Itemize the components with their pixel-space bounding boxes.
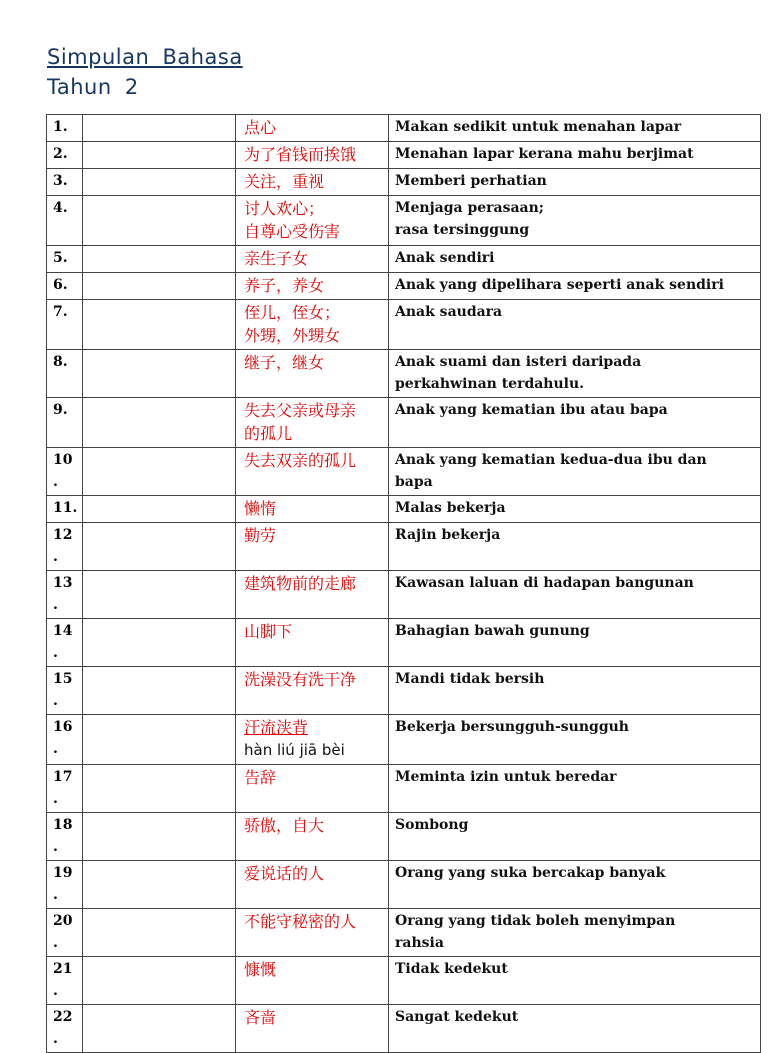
chinese-term (236, 196, 389, 246)
chinese-term (236, 861, 389, 909)
table-row (47, 246, 761, 273)
row-number-part: 7. (53, 304, 68, 320)
malay-meaning-line: rasa tersinggung (395, 222, 530, 238)
chinese-term-line: 吝啬 (244, 1008, 277, 1027)
row-number (47, 448, 83, 496)
blank-cell (83, 909, 236, 957)
row-number-part: 10 (53, 452, 73, 468)
chinese-term (236, 398, 389, 448)
row-number-part: . (53, 1031, 58, 1047)
row-number-part: 2. (53, 146, 68, 162)
row-number (47, 909, 83, 957)
malay-meaning-line: Menahan lapar kerana mahu berjimat (395, 146, 694, 162)
chinese-term (236, 813, 389, 861)
blank-cell (83, 1005, 236, 1053)
chinese-term-line: 失去双亲的孤儿 (244, 451, 357, 470)
chinese-term-line: 养子，养女 (244, 276, 325, 295)
malay-meaning (389, 619, 761, 667)
table-row (47, 142, 761, 169)
chinese-term (236, 1005, 389, 1053)
chinese-term-line: 自尊心受伤害 (244, 222, 341, 241)
blank-cell (83, 300, 236, 350)
blank-cell (83, 169, 236, 196)
blank-cell (83, 350, 236, 398)
chinese-term-line: 建筑物前的走廊 (244, 574, 357, 593)
row-number-part: 1. (53, 119, 68, 135)
blank-cell (83, 496, 236, 523)
blank-cell (83, 765, 236, 813)
chinese-term (236, 667, 389, 715)
chinese-term-line: 侄儿，侄女； (244, 303, 341, 322)
row-number (47, 715, 83, 765)
row-number (47, 667, 83, 715)
table-row (47, 1005, 761, 1053)
row-number-part: . (53, 983, 58, 999)
chinese-term (236, 765, 389, 813)
row-number-part: 6. (53, 277, 68, 293)
row-number-part: 17 (53, 769, 73, 785)
chinese-term (236, 273, 389, 300)
malay-meaning (389, 196, 761, 246)
chinese-term (236, 350, 389, 398)
row-number-part: 8. (53, 354, 68, 370)
blank-cell (83, 571, 236, 619)
title-line-1: Simpulan Bahasa (47, 45, 243, 69)
malay-meaning (389, 273, 761, 300)
chinese-term-line: 勤劳 (244, 526, 277, 545)
table-row (47, 619, 761, 667)
row-number (47, 300, 83, 350)
malay-meaning (389, 813, 761, 861)
chinese-term-line: 慷慨 (244, 960, 277, 979)
malay-meaning-line: Orang yang tidak boleh menyimpan (395, 913, 676, 929)
malay-meaning-line: Mandi tidak bersih (395, 671, 545, 687)
row-number (47, 196, 83, 246)
malay-meaning-line: Anak sendiri (395, 250, 495, 266)
malay-meaning-line: Bahagian bawah gunung (395, 623, 590, 639)
row-number-part: . (53, 645, 58, 661)
malay-meaning (389, 496, 761, 523)
malay-meaning (389, 957, 761, 1005)
row-number-part: 15 (53, 671, 73, 687)
malay-meaning (389, 300, 761, 350)
blank-cell (83, 246, 236, 273)
table-row (47, 667, 761, 715)
chinese-term-line: 讨人欢心； (244, 199, 325, 218)
row-number-part: 21 (53, 961, 73, 977)
chinese-term-line: 为了省钱而挨饿 (244, 145, 357, 164)
malay-meaning-line: Anak yang dipelihara seperti anak sendiri (395, 277, 724, 293)
row-number (47, 619, 83, 667)
row-number-part: 22 (53, 1009, 73, 1025)
pinyin: hàn liú jiā bèi (244, 741, 345, 759)
table-row (47, 115, 761, 142)
row-number-part: 9. (53, 402, 68, 418)
row-number-part: 16 (53, 719, 73, 735)
table-row (47, 196, 761, 246)
chinese-term (236, 496, 389, 523)
chinese-term-line: 失去父亲或母亲 (244, 401, 357, 420)
malay-meaning-line: Anak suami dan isteri daripada (395, 354, 642, 370)
blank-cell (83, 142, 236, 169)
chinese-term-line: 骄傲，自大 (244, 816, 325, 835)
blank-cell (83, 619, 236, 667)
chinese-term (236, 142, 389, 169)
chinese-term-line: 洗澡没有洗干净 (244, 670, 357, 689)
chinese-term-line: 爱说话的人 (244, 864, 325, 883)
malay-meaning-line: Rajin bekerja (395, 527, 501, 543)
table-row (47, 909, 761, 957)
malay-meaning (389, 523, 761, 571)
row-number (47, 523, 83, 571)
malay-meaning (389, 715, 761, 765)
malay-meaning (389, 765, 761, 813)
chinese-term (236, 300, 389, 350)
chinese-term-line: 山脚下 (244, 622, 293, 641)
malay-meaning (389, 142, 761, 169)
row-number-part: . (53, 839, 58, 855)
blank-cell (83, 813, 236, 861)
malay-meaning (389, 909, 761, 957)
row-number-part: . (53, 474, 58, 490)
row-number-part: 19 (53, 865, 73, 881)
chinese-term (236, 619, 389, 667)
row-number-part: . (53, 791, 58, 807)
table-row (47, 957, 761, 1005)
blank-cell (83, 715, 236, 765)
row-number (47, 496, 83, 523)
blank-cell (83, 957, 236, 1005)
row-number (47, 765, 83, 813)
row-number (47, 957, 83, 1005)
row-number (47, 571, 83, 619)
row-number-part: 12 (53, 527, 73, 543)
table-row (47, 398, 761, 448)
chinese-term-line: 懒惰 (244, 499, 277, 518)
blank-cell (83, 273, 236, 300)
malay-meaning (389, 398, 761, 448)
table-row (47, 273, 761, 300)
malay-meaning-line: Memberi perhatian (395, 173, 547, 189)
row-number (47, 169, 83, 196)
row-number-part: . (53, 597, 58, 613)
row-number (47, 246, 83, 273)
row-number-part: . (53, 549, 58, 565)
malay-meaning-line: Menjaga perasaan; (395, 200, 544, 216)
table-row (47, 169, 761, 196)
chinese-term (236, 523, 389, 571)
malay-meaning-line: Bekerja bersungguh-sungguh (395, 719, 629, 735)
malay-meaning (389, 667, 761, 715)
document-title (47, 42, 243, 102)
malay-meaning (389, 115, 761, 142)
malay-meaning-line: Anak saudara (395, 304, 503, 320)
table-row (47, 715, 761, 765)
malay-meaning-line: Sangat kedekut (395, 1009, 519, 1025)
malay-meaning-line: Orang yang suka bercakap banyak (395, 865, 666, 881)
row-number-part: 14 (53, 623, 73, 639)
malay-meaning-line: bapa (395, 474, 433, 490)
table-row (47, 300, 761, 350)
row-number-part: 11. (53, 500, 78, 516)
blank-cell (83, 523, 236, 571)
malay-meaning-line: Makan sedikit untuk menahan lapar (395, 119, 682, 135)
malay-meaning-line: Malas bekerja (395, 500, 506, 516)
table-row (47, 861, 761, 909)
chinese-term (236, 246, 389, 273)
vocabulary-table (46, 114, 761, 1053)
row-number-part: 20 (53, 913, 73, 929)
row-number (47, 1005, 83, 1053)
row-number (47, 861, 83, 909)
chinese-term (236, 957, 389, 1005)
chinese-term-line: 不能守秘密的人 (244, 912, 357, 931)
row-number (47, 813, 83, 861)
blank-cell (83, 861, 236, 909)
row-number (47, 398, 83, 448)
table-row (47, 496, 761, 523)
table-row (47, 350, 761, 398)
malay-meaning (389, 571, 761, 619)
chinese-term (236, 115, 389, 142)
row-number-part: 4. (53, 200, 68, 216)
chinese-term-line: 点心 (244, 118, 277, 137)
malay-meaning-line: Anak yang kematian kedua-dua ibu dan (395, 452, 707, 468)
malay-meaning-line: Meminta izin untuk beredar (395, 769, 617, 785)
chinese-term-line: 继子，继女 (244, 353, 325, 372)
chinese-term-line: 亲生子女 (244, 249, 309, 268)
row-number (47, 273, 83, 300)
row-number (47, 115, 83, 142)
row-number-part: 13 (53, 575, 73, 591)
chinese-term-line: 汗流浃背 (244, 718, 309, 737)
malay-meaning-line: Kawasan laluan di hadapan bangunan (395, 575, 694, 591)
table-row (47, 813, 761, 861)
malay-meaning-line: Tidak kedekut (395, 961, 508, 977)
malay-meaning (389, 169, 761, 196)
chinese-term (236, 169, 389, 196)
malay-meaning (389, 448, 761, 496)
blank-cell (83, 196, 236, 246)
malay-meaning (389, 350, 761, 398)
row-number-part: 3. (53, 173, 68, 189)
chinese-term (236, 909, 389, 957)
chinese-term (236, 448, 389, 496)
row-number-part: 5. (53, 250, 68, 266)
row-number-part: . (53, 887, 58, 903)
title-line-2: Tahun 2 (47, 75, 139, 99)
malay-meaning-line: Sombong (395, 817, 469, 833)
chinese-term-line: 告辞 (244, 768, 277, 787)
chinese-term-line: 外甥，外甥女 (244, 326, 341, 345)
malay-meaning-line: rahsia (395, 935, 444, 951)
blank-cell (83, 667, 236, 715)
row-number-part: . (53, 693, 58, 709)
table-row (47, 448, 761, 496)
blank-cell (83, 115, 236, 142)
chinese-term (236, 715, 389, 765)
chinese-term-line: 的孤儿 (244, 424, 293, 443)
table-row (47, 523, 761, 571)
blank-cell (83, 448, 236, 496)
row-number (47, 350, 83, 398)
table-row (47, 571, 761, 619)
malay-meaning (389, 1005, 761, 1053)
malay-meaning (389, 861, 761, 909)
row-number-part: . (53, 741, 58, 757)
blank-cell (83, 398, 236, 448)
malay-meaning (389, 246, 761, 273)
row-number-part: 18 (53, 817, 73, 833)
chinese-term (236, 571, 389, 619)
chinese-term-line: 关注，重视 (244, 172, 325, 191)
table-row (47, 765, 761, 813)
malay-meaning-line: perkahwinan terdahulu. (395, 376, 585, 392)
row-number-part: . (53, 935, 58, 951)
malay-meaning-line: Anak yang kematian ibu atau bapa (395, 402, 668, 418)
row-number (47, 142, 83, 169)
